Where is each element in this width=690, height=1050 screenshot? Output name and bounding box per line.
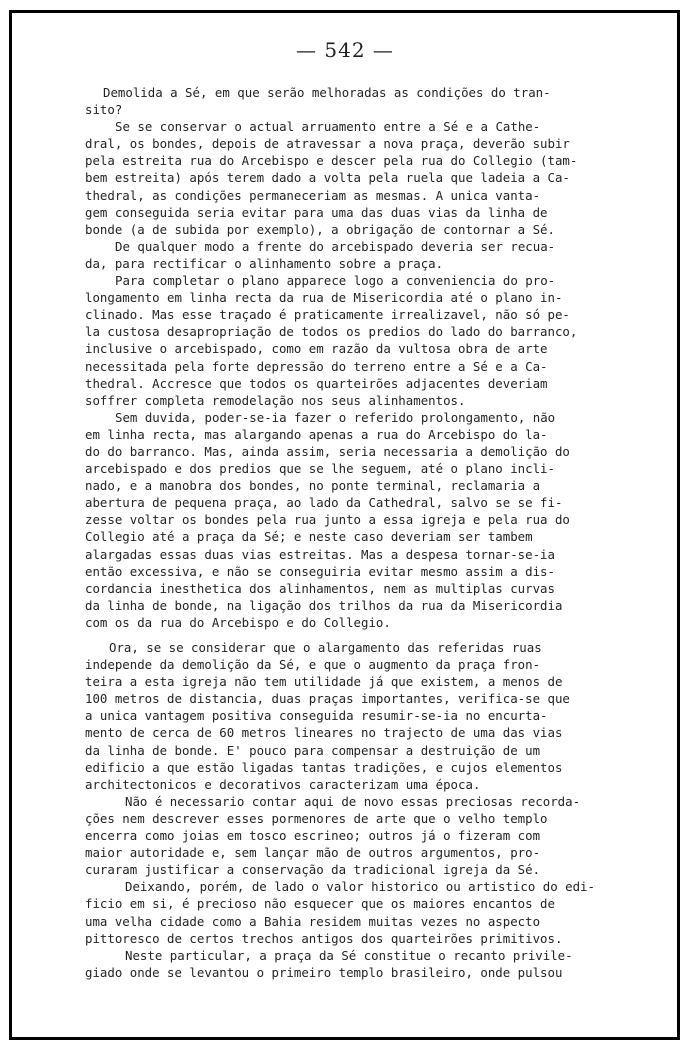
text-line: pittoresco de certos trechos antigos dos quarteirões primitivos. — [85, 930, 563, 946]
text-line: da linha de bonde. E' pouco para compensar a destruição de um — [85, 742, 541, 758]
text-line: longamento em linha recta da rua de Misericordia até o plano in- — [85, 290, 563, 306]
text-line: ficio em si, é precioso não esquecer que os maiores encantos de — [85, 896, 555, 912]
text-line: abertura de pequena praça, ao lado da Cathedral, salvo se se fi- — [85, 495, 563, 511]
text-line: cordancia inesthetica dos alinhamentos, nem as multiplas curvas — [85, 580, 555, 596]
text-line: com os da rua do Arcebispo e do Collegio. — [85, 614, 391, 630]
text-line: necessitada pela forte depressão do terreno entre a Sé e a Ca- — [85, 358, 548, 374]
text-line: thedral, as condições permaneceriam as mesmas. A unica vanta- — [85, 187, 541, 203]
text-line: De qualquer modo a frente do arcebispado deveria ser recua- — [115, 238, 556, 254]
text-line: Se se conservar o actual arruamento entre a Sé e a Cathe- — [115, 119, 541, 135]
text-line: em linha recta, mas alargando apenas a rua do Arcebispo do la- — [85, 426, 548, 442]
text-line: a unica vantagem positiva conseguida resumir-se-ia no encurta- — [85, 708, 548, 724]
text-line: Sem duvida, poder-se-ia fazer o referido prolongamento, não — [115, 409, 556, 425]
text-line: da, para rectificar o alinhamento sobre a praça. — [85, 255, 444, 271]
text-line: giado onde se levantou o primeiro templo brasileiro, onde pulsou — [85, 964, 563, 980]
text-line: maior autoridade e, sem lançar mão de outros argumentos, pro- — [85, 845, 541, 861]
text-line: gem conseguida seria evitar para uma das duas vias da linha de — [85, 204, 548, 220]
text-line: encerra como joias em tosco escrineo; outros já o fizeram com — [85, 828, 541, 844]
text-line: mento de cerca de 60 metros lineares no trajecto de uma das vias — [85, 725, 563, 741]
text-line: thedral. Accresce que todos os quarteirões adjacentes deveriam — [85, 375, 548, 391]
text-line: zesse voltar os bondes pela rua junto a essa igreja e pela rua do — [85, 512, 570, 528]
text-line: independe da demolição da Sé, e que o augmento da praça fron- — [85, 657, 541, 673]
text-line: curaram justificar a conservação da tradicional igreja da Sé. — [85, 862, 541, 878]
text-line: 100 metros de distancia, duas praças importantes, verifica-se que — [85, 691, 570, 707]
text-line: la custosa desapropriação de todos os predios do lado do barranco, — [85, 324, 578, 340]
text-line: alargadas essas duas vias estreitas. Mas a despesa tornar-se-ia — [85, 546, 555, 562]
page-number: — 542 — — [296, 38, 394, 62]
text-line: sito? — [85, 102, 123, 118]
text-line: arcebispado e dos predios que se lhe seguem, até o plano incli- — [85, 461, 555, 477]
text-line: dral, os bondes, depois de atravessar a nova praça, deverão subir — [85, 136, 570, 152]
text-line: architectonicos e decorativos caracterizam uma época. — [85, 776, 481, 792]
text-line: da linha de bonde, na ligação dos trilhos da rua da Misericordia — [85, 597, 563, 613]
text-line: Não é necessario contar aqui de novo essas preciosas recorda- — [125, 793, 581, 809]
text-line: bonde (a de subida por exemplo), a obrigação de contornar a Sé. — [85, 221, 555, 237]
text-line: então excessiva, e não se conseguiria evitar mesmo assim a dis- — [85, 563, 555, 579]
text-line: pela estreita rua do Arcebispo e descer pela rua do Collegio (tam- — [85, 153, 578, 169]
text-line: inclusive o arcebispado, como em razão da vultosa obra de arte — [85, 341, 548, 357]
text-line: Collegio até a praça da Sé; e neste caso deveriam ser tambem — [85, 529, 533, 545]
text-line: Demolida a Sé, em que serão melhoradas as condições do tran- — [103, 85, 551, 100]
text-line: Ora, se se considerar que o alargamento das referidas ruas — [109, 640, 542, 655]
text-line: ções nem descrever esses pormenores de arte que o velho templo — [85, 810, 548, 826]
text-line: do do barranco. Mas, ainda assim, seria necessaria a demolição do — [85, 443, 570, 459]
text-line: edificio a que estão ligadas tantas tradições, e cujos elementos — [85, 759, 563, 775]
text-line: Deixando, porém, de lado o valor historico ou artistico do edi- — [125, 879, 595, 895]
text-line: nado, e a manobra dos bondes, no ponte terminal, reclamaria a — [85, 478, 541, 494]
text-line: Neste particular, a praça da Sé constitue o recanto privile- — [125, 947, 573, 963]
text-line: bem estreita) após terem dado a volta pela ruela que ladeia a Ca- — [85, 170, 570, 186]
text-line: Para completar o plano apparece logo a conveniencia do pro- — [115, 273, 556, 289]
text-line: soffrer completa remodelação nos seus alinhamentos. — [85, 392, 466, 408]
text-line: clinado. Mas esse traçado é praticamente irrealizavel, não só pe- — [85, 307, 570, 323]
text-line: uma velha cidade como a Bahia residem muitas vezes no aspecto — [85, 913, 541, 929]
text-line: teira a esta igreja não tem utilidade já que existem, a menos de — [85, 674, 563, 690]
body-text — [85, 84, 601, 981]
